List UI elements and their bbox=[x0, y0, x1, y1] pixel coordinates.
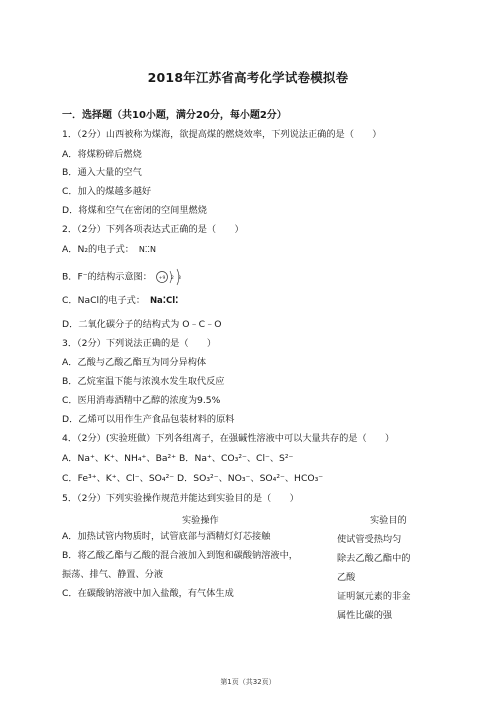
q2-stem: 2．（2分）下列各项表达式正确的是（ ） bbox=[62, 224, 244, 235]
q2-option-a-text: A．N₂的电子式： bbox=[62, 244, 134, 255]
fluoride-structure-diagram bbox=[155, 268, 185, 286]
n2-electron-formula: N⁚⁚N bbox=[138, 245, 156, 254]
q1-option-a: A．将煤粉碎后燃烧 bbox=[62, 149, 142, 160]
q4-stem: 4．（2分）(实验班做）下列各组离子，在强碱性溶液中可以大量共存的是（ ） bbox=[62, 433, 395, 444]
q2-option-b-text: B．F⁻的结构示意图： bbox=[62, 271, 152, 283]
q5-row-b-op-cont: 振荡、排气、静置、分液 bbox=[62, 569, 164, 580]
q5-header-operation: 实验操作 bbox=[182, 515, 219, 526]
q5-row-b-op: B．将乙酸乙酯与乙酸的混合液加入到饱和碳酸钠溶液中， bbox=[62, 550, 298, 561]
section-heading: 一．选择题（共10小题，满分20分，每小题2分） bbox=[62, 110, 287, 121]
q1-option-c: C．加入的煤越多越好 bbox=[62, 186, 152, 197]
q3-option-d: D．乙烯可以用作生产食品包装材料的原料 bbox=[62, 414, 235, 425]
page-footer: 第1页（共32页） bbox=[220, 678, 276, 686]
q3-stem: 3．（2分）下列说法正确的是（ ） bbox=[62, 338, 217, 349]
q2-option-b bbox=[62, 268, 185, 286]
q2-option-d: D．二氧化碳分子的结构式为 O﹣C﹣O bbox=[62, 319, 222, 330]
svg-text:+9: +9 bbox=[158, 276, 166, 281]
q2-option-c bbox=[62, 295, 178, 307]
q3-option-a: A．乙酸与乙酸乙酯互为同分异构体 bbox=[62, 357, 207, 368]
nacl-electron-formula: Na⁚Cl⁚ bbox=[149, 296, 179, 306]
q1-option-d: D．将煤和空气在密闭的空间里燃烧 bbox=[62, 205, 207, 216]
q3-option-c: C．医用消毒酒精中乙醇的浓度为9.5% bbox=[62, 395, 221, 406]
svg-text:8: 8 bbox=[177, 276, 181, 281]
q5-row-a-goal: 使试管受热均匀 bbox=[337, 534, 402, 545]
q5-row-b-goal-cont: 乙酸 bbox=[337, 572, 356, 583]
q2-option-c-text: C．NaCl的电子式： bbox=[62, 295, 146, 306]
q5-stem: 5．（2分）下列实验操作规范并能达到实验目的是（ ） bbox=[62, 493, 299, 504]
q5-row-b-goal: 除去乙酸乙酯中的 bbox=[337, 553, 411, 564]
q3-option-b: B．乙烷室温下能与浓溴水发生取代反应 bbox=[62, 376, 225, 387]
q5-row-c-goal: 证明氯元素的非金 bbox=[337, 591, 411, 602]
q5-header-goal: 实验目的 bbox=[370, 515, 407, 526]
q1-option-b: B．通入大量的空气 bbox=[62, 167, 142, 178]
svg-text:2: 2 bbox=[170, 276, 174, 281]
q2-option-a bbox=[62, 244, 156, 256]
page-title: 2018年江苏省高考化学试卷模拟卷 bbox=[147, 70, 349, 85]
q5-row-c-goal-cont: 属性比碳的强 bbox=[337, 610, 393, 621]
q4-options-ab: A．Na⁺、K⁺、NH₄⁺、Ba²⁺ B．Na⁺、CO₃²⁻、Cl⁻、S²⁻ bbox=[62, 453, 294, 464]
q4-options-cd: C．Fe³⁺、K⁺、Cl⁻、SO₄²⁻ D．SO₃²⁻、NO₃⁻、SO₄²⁻、HCO₃⁻ bbox=[62, 473, 324, 484]
q5-row-a-op: A．加热试管内物质时，试管底部与酒精灯灯芯接触 bbox=[62, 531, 271, 542]
q1-stem: 1．（2分）山西被称为煤海，欲提高煤的燃烧效率，下列说法正确的是（ ） bbox=[62, 129, 382, 140]
q5-row-c-op: C．在碳酸钠溶液中加入盐酸，有气体生成 bbox=[62, 588, 234, 599]
